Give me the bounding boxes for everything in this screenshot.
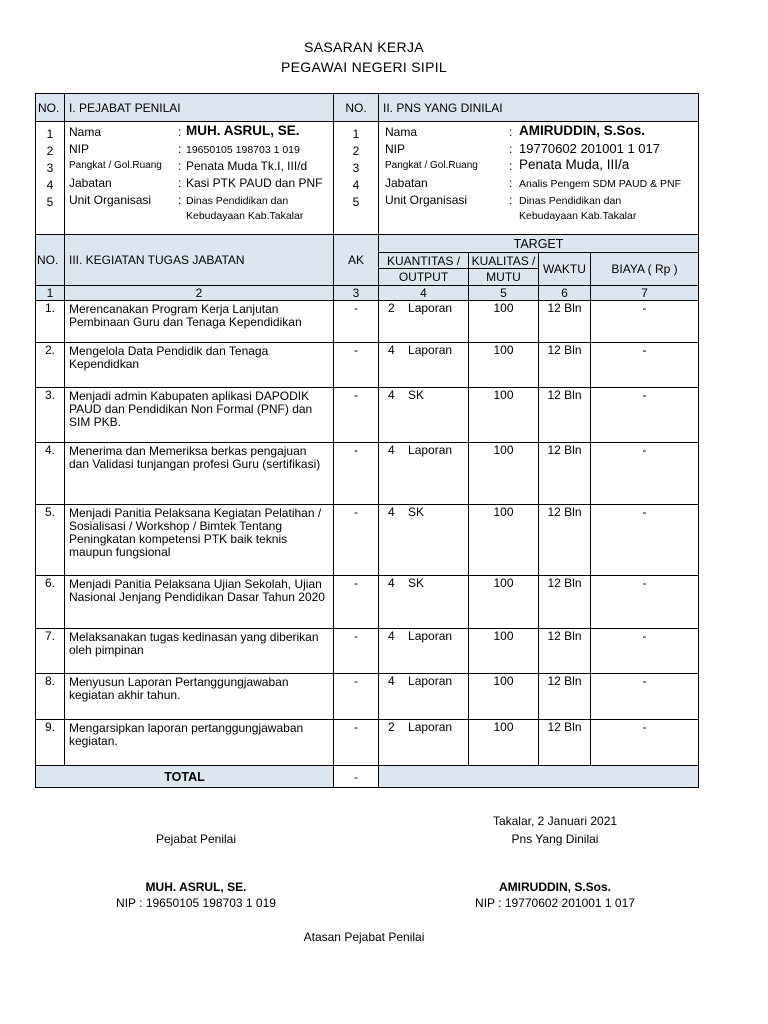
header-no-2: NO. [334, 94, 379, 122]
place-date: Takalar, 2 Januari 2021 [492, 814, 618, 828]
task-row: 9. Mengarsipkan laporan pertanggungjawaban kegiatan. - 2 Laporan 100 12 Bln - [36, 720, 699, 766]
header-biaya: BIAYA ( Rp ) [591, 253, 699, 286]
section-header-row [36, 94, 699, 122]
info-row [36, 122, 699, 235]
kegiatan-header-target: TARGET [379, 235, 699, 253]
dinilai-unit-1: Dinas Pendidikan dan [519, 195, 622, 207]
right-signatory-role: Pns Yang Dinilai [511, 832, 599, 846]
label-nip: NIP [69, 142, 90, 156]
skp-table [35, 93, 699, 788]
left-signatory-nip: NIP : 19650105 198703 1 019 [116, 896, 276, 910]
penilai-jabatan: Kasi PTK PAUD dan PNF [186, 176, 323, 190]
penilai-nip: 19650105 198703 1 019 [186, 144, 300, 156]
dinilai-nama: AMIRUDDIN, S.Sos. [519, 123, 646, 138]
penilai-pangkat: Penata Muda Tk.I, III/d [186, 159, 308, 173]
task-row: 5. Menjadi Panitia Pelaksana Kegiatan Pelatihan / Sosialisasi / Workshop / Bimtek Tentang Peningkatan kompetensi PTK baik teknis maupun fungsional - 4 SK 100 12 Bln - [36, 505, 699, 576]
task-row: 4. Menerima dan Memeriksa berkas pengajuan dan Validasi tunjangan profesi Guru (sertifikasi) - 4 Laporan 100 12 Bln - [36, 443, 699, 505]
task-row: 8. Menyusun Laporan Pertanggungjawaban kegiatan akhir tahun. - 4 Laporan 100 12 Bln - [36, 674, 699, 720]
header-pejabat-penilai: I. PEJABAT PENILAI [65, 94, 334, 122]
total-label: TOTAL [36, 766, 334, 788]
label-nama: Nama [69, 125, 102, 139]
dinilai-jabatan: Analis Pengem SDM PAUD & PNF [519, 178, 682, 190]
label-unit: Unit Organisasi [69, 193, 152, 207]
header-no: NO. [36, 94, 65, 122]
label-jabatan: Jabatan [69, 176, 112, 190]
header-kualitas: KUALITAS / [469, 253, 539, 269]
dinilai-info: Nama NIP Pangkat / Gol.Ruang Jabatan Unit Organisasi : : : : : AMIRUDDIN, S.Sos. 19770602 201001 1 017 Penata Muda, III/a Analis Pengem SDM PAUD & PNF Dinas Pendidikan dan Kebudayaan Kab.Takalar [379, 122, 699, 235]
total-row [36, 766, 699, 788]
task-row: 1. Merencanakan Program Kerja Lanjutan Pembinaan Guru dan Tenaga Kependidikan - 2 Laporan 100 12 Bln - [36, 301, 699, 343]
penilai-unit-2: Kebudayaan Kab.Takalar [186, 210, 304, 222]
column-number-row: 1 2 3 4 5 6 7 [36, 286, 699, 301]
atasan-pejabat-penilai: Atasan Pejabat Penilai [303, 930, 425, 944]
penilai-numbers: 1 2 3 4 5 [36, 122, 65, 235]
header-mutu: MUTU [469, 269, 539, 286]
penilai-info: Nama NIP Pangkat / Gol.Ruang Jabatan Unit Organisasi : : : : : MUH. ASRUL, SE. 19650105 198703 1 019 Penata Muda Tk.I, III/d Kasi PTK PAUD dan PNF Dinas Pendidikan dan Kebudayaan Kab.Takalar [65, 122, 334, 235]
dinilai-numbers: 1 2 3 4 5 [334, 122, 379, 235]
dinilai-pangkat: Penata Muda, III/a [519, 157, 630, 172]
header-kuantitas: KUANTITAS / [379, 253, 469, 269]
task-row: 6. Menjadi Panitia Pelaksana Ujian Sekolah, Ujian Nasional Jenjang Pendidikan Dasar Tahun 2020 - 4 SK 100 12 Bln - [36, 576, 699, 629]
kegiatan-header-title: III. KEGIATAN TUGAS JABATAN [65, 235, 334, 286]
header-output: OUTPUT [379, 269, 469, 286]
right-signatory-nip: NIP : 19770602 201001 1 017 [475, 896, 635, 910]
left-signatory-role: Pejabat Penilai [155, 832, 237, 846]
dinilai-nip: 19770602 201001 1 017 [519, 141, 660, 156]
header-pns-dinilai: II. PNS YANG DINILAI [379, 94, 699, 122]
header-waktu: WAKTU [539, 253, 591, 286]
right-signatory-name: AMIRUDDIN, S.Sos. [498, 880, 611, 894]
label-pangkat: Pangkat / Gol.Ruang [69, 160, 162, 171]
penilai-nama: MUH. ASRUL, SE. [186, 123, 300, 138]
document-title-line1: SASARAN KERJA [304, 39, 424, 55]
left-signatory-name: MUH. ASRUL, SE. [145, 880, 247, 894]
kegiatan-header-no: NO. [36, 235, 65, 286]
total-ak: - [334, 766, 379, 788]
task-row: 3. Menjadi admin Kabupaten aplikasi DAPODIK PAUD dan Pendidikan Non Formal (PNF) dan SIM PKB. - 4 SK 100 12 Bln - [36, 388, 699, 443]
task-row: 2. Mengelola Data Pendidik dan Tenaga Kependidkan - 4 Laporan 100 12 Bln - [36, 343, 699, 388]
document-title-line2: PEGAWAI NEGERI SIPIL [280, 59, 447, 75]
dinilai-unit-2: Kebudayaan Kab.Takalar [519, 210, 637, 222]
kegiatan-header-ak: AK [334, 235, 379, 286]
penilai-unit-1: Dinas Pendidikan dan [186, 195, 289, 207]
kegiatan-header-row-1 [36, 235, 699, 253]
task-row: 7. Melaksanakan tugas kedinasan yang diberikan oleh pimpinan - 4 Laporan 100 12 Bln - [36, 629, 699, 674]
